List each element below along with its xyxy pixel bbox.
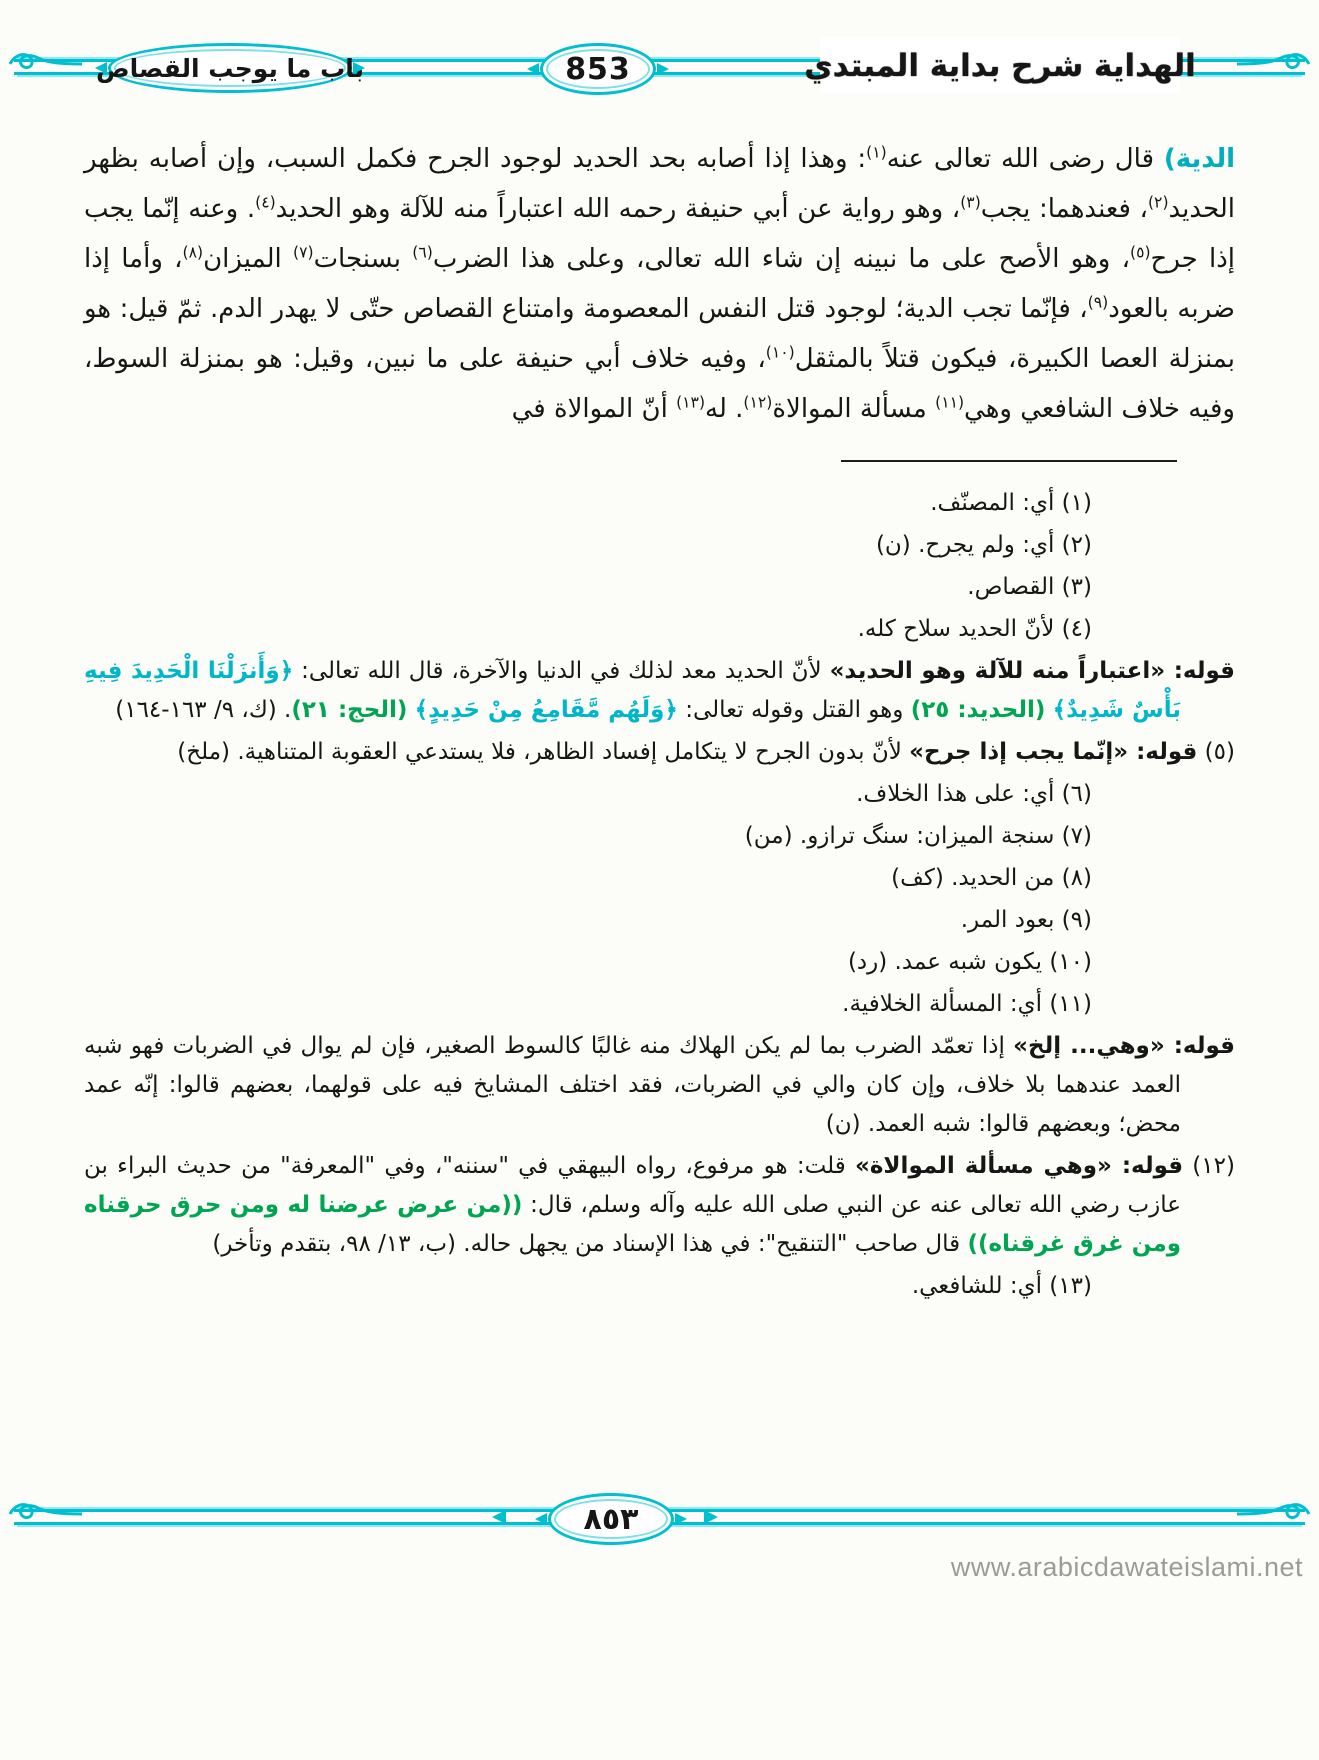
page-number: 853 bbox=[565, 51, 631, 87]
text-segment: ، وهو رواية عن أبي حنيفة رحمه الله اعتباراً منه للآلة وهو الحديد bbox=[275, 194, 961, 224]
text-segment: (١٢) bbox=[1183, 1153, 1235, 1179]
text-segment: (١٣) bbox=[676, 393, 706, 412]
footnote-item bbox=[84, 652, 1235, 730]
footnote-item bbox=[84, 859, 1092, 898]
text-segment: قلت: هو مرفوع، رواه البيهقي في "سننه"، وفي "المعرفة" من حديث البراء بن عازب رضي الله تعالى عنه عن النبي صلى الله عليه وآله وسلم، قال: bbox=[84, 1153, 1181, 1218]
text-segment: (١١) أي: المسألة الخلافية. bbox=[842, 991, 1092, 1017]
footnote-item bbox=[84, 568, 1092, 607]
text-segment: ، فعندهما: يجب bbox=[980, 194, 1148, 224]
text-segment: (٣) bbox=[960, 193, 981, 212]
text-segment: لأنّ الحديد معد لذلك في الدنيا والآخرة، قال الله تعالى: bbox=[293, 658, 830, 684]
text-segment: (٦) bbox=[412, 243, 433, 262]
text-segment: (٥) bbox=[1197, 739, 1235, 765]
footnote-item bbox=[84, 817, 1092, 856]
text-segment: قوله: «وهي... إلخ» bbox=[1013, 1033, 1235, 1059]
text-segment: (٢) bbox=[1147, 193, 1169, 212]
footnote-item bbox=[84, 733, 1235, 772]
text-segment: ﴿وَلَهُم مَّقَامِعُ مِنْ حَدِيدٍ﴾ bbox=[414, 697, 678, 723]
text-segment: (٧) bbox=[293, 243, 314, 262]
text-segment: (٥) bbox=[1129, 243, 1151, 262]
text-segment: : وهذا إذا أصابه بحد الحديد لوجود الجرح فكمل السبب، وإن أصابه بظهر الحديد bbox=[84, 144, 1235, 224]
footnote-item bbox=[84, 943, 1092, 982]
text-segment: قوله: «اعتباراً منه للآلة وهو الحديد» bbox=[829, 658, 1235, 684]
page-footer bbox=[0, 1486, 1319, 1546]
footnote-item bbox=[84, 610, 1092, 649]
arrow-ornament-icon bbox=[492, 1510, 506, 1524]
footnote-item bbox=[84, 1147, 1235, 1264]
page-header bbox=[0, 36, 1319, 96]
text-segment: (الحج: ٢١) bbox=[291, 697, 408, 723]
text-segment: (٤) لأنّ الحديد سلاح كله. bbox=[857, 616, 1092, 642]
page-content bbox=[0, 134, 1319, 1306]
footnote-separator bbox=[841, 460, 1177, 462]
text-segment: قوله: «وهي مسألة الموالاة» bbox=[855, 1153, 1184, 1179]
text-segment: (٤) bbox=[255, 193, 276, 212]
scroll-ornament-icon bbox=[6, 1498, 84, 1530]
text-segment: لأنّ بدون الجرح لا يتكامل إفساد الظاهر، فلا يستدعي العقوبة المتناهية. (ملخ) bbox=[177, 739, 910, 765]
footnote-item bbox=[84, 1027, 1235, 1144]
text-segment: . (ك، ٩/ ١٦٣-١٦٤) bbox=[115, 697, 292, 723]
scroll-ornament-icon bbox=[1235, 1498, 1313, 1530]
footnote-item bbox=[84, 985, 1092, 1024]
text-segment: (١٢) bbox=[743, 393, 773, 412]
footnote-item bbox=[84, 484, 1092, 523]
text-segment: ((من عرض عرضنا له ومن حرق حرقناه ومن غرق غرقناه)) bbox=[84, 1192, 1181, 1257]
text-segment: (٢) أي: ولم يجرح. (ن) bbox=[875, 532, 1092, 558]
text-segment: (٨) bbox=[182, 243, 204, 262]
text-segment: قال صاحب "التنقيح": في هذا الإسناد من يجهل حاله. (ب، ١٣/ ٩٨، بتقدم وتأخر) bbox=[212, 1231, 968, 1257]
text-segment: (٨) من الحديد. (كف) bbox=[891, 865, 1092, 891]
scroll-ornament-icon bbox=[6, 48, 84, 80]
chapter-title-badge bbox=[95, 43, 365, 93]
text-segment: ﴿وَأَنزَلْنَا الْحَدِيدَ فِيهِ بَأْسٌ شَدِيدٌ﴾ bbox=[84, 658, 1181, 723]
text-segment: . وعنه إنّما يجب إذا جرح bbox=[84, 194, 1235, 274]
text-segment: (٩) bbox=[1087, 293, 1109, 312]
text-segment: ، وأما إذا ضربه بالعود bbox=[84, 244, 1235, 324]
footnote-item bbox=[84, 526, 1092, 565]
main-paragraph bbox=[84, 134, 1235, 434]
footnote-item bbox=[84, 1267, 1092, 1306]
arrow-ornament-icon bbox=[704, 1510, 718, 1524]
text-segment: (٩) بعود المر. bbox=[960, 907, 1092, 933]
text-segment: ، وفيه خلاف أبي حنيفة على ما نبين، وقيل: هو بمنزلة السوط، وفيه خلاف الشافعي وهي bbox=[84, 344, 1235, 424]
text-segment: (٣) القصاص. bbox=[967, 574, 1092, 600]
text-segment: . له bbox=[705, 394, 744, 424]
text-segment: (١) bbox=[866, 143, 887, 162]
text-segment: (٧) سنجة الميزان: سنگ ترازو. (من) bbox=[744, 823, 1092, 849]
text-segment: (١) أي: المصنّف. bbox=[930, 490, 1092, 516]
text-segment: إذا تعمّد الضرب بما لم يكن الهلاك منه غالبًا كالسوط الصغير، فإن لم يوال في الضربات فهو شبه العمد عندهما بلا خلاف، وإن كان والي في الضربات، فقد اختلف المشايخ فيه على قولهما، بعضهم قالوا: إنّه عمد محض؛ وبعضهم قالوا: شبه العمد. (ن) bbox=[84, 1033, 1181, 1137]
footnote-item bbox=[84, 775, 1092, 814]
text-segment: ، وهو الأصح على ما نبينه إن شاء الله تعالى، وعلى هذا الضرب bbox=[432, 244, 1130, 274]
text-segment: ، فإنّما تجب الدية؛ لوجود قتل النفس المعصومة وامتناع القصاص حتّى لا يهدر الدم. ثمّ قيل: هو بمنزلة العصا الكبيرة، فيكون قتلاً بالمثقل bbox=[84, 294, 1235, 374]
chapter-title: باب ما يوجب القصاص bbox=[95, 53, 365, 83]
text-segment bbox=[407, 697, 414, 723]
text-segment bbox=[1045, 697, 1052, 723]
text-segment: (١٠) bbox=[765, 343, 795, 362]
text-segment: (١٣) أي: للشافعي. bbox=[911, 1273, 1092, 1299]
watermark: www.arabicdawateislami.net bbox=[950, 1552, 1303, 1582]
text-segment: (١٠) يكون شبه عمد. (رد) bbox=[847, 949, 1092, 975]
scroll-ornament-icon bbox=[1235, 48, 1313, 80]
text-segment: (٦) أي: على هذا الخلاف. bbox=[856, 781, 1092, 807]
footer-page-number-badge bbox=[548, 1493, 674, 1545]
text-segment: (١١) bbox=[935, 393, 965, 412]
text-segment: قوله: «إنّما يجب إذا جرح» bbox=[909, 739, 1198, 765]
footnotes-list bbox=[84, 484, 1235, 1306]
text-segment: قال رضى الله تعالى عنه bbox=[886, 144, 1164, 174]
footnote-item bbox=[84, 901, 1092, 940]
text-segment: وهو القتل وقوله تعالى: bbox=[677, 697, 911, 723]
book-title: الهداية شرح بداية المبتدي bbox=[804, 48, 1196, 84]
book-title-calligraphy bbox=[804, 38, 1196, 94]
footer-page-number: ٨٥٣ bbox=[583, 1501, 639, 1537]
text-segment: مسألة الموالاة bbox=[772, 394, 936, 424]
text-segment: الميزان bbox=[203, 244, 293, 274]
text-segment: بسنجات bbox=[313, 244, 413, 274]
text-segment: (الحديد: ٢٥) bbox=[910, 697, 1046, 723]
text-segment: أنّ الموالاة في bbox=[511, 394, 677, 424]
page-number-badge bbox=[540, 43, 656, 95]
text-segment: الدية) bbox=[1163, 144, 1235, 174]
